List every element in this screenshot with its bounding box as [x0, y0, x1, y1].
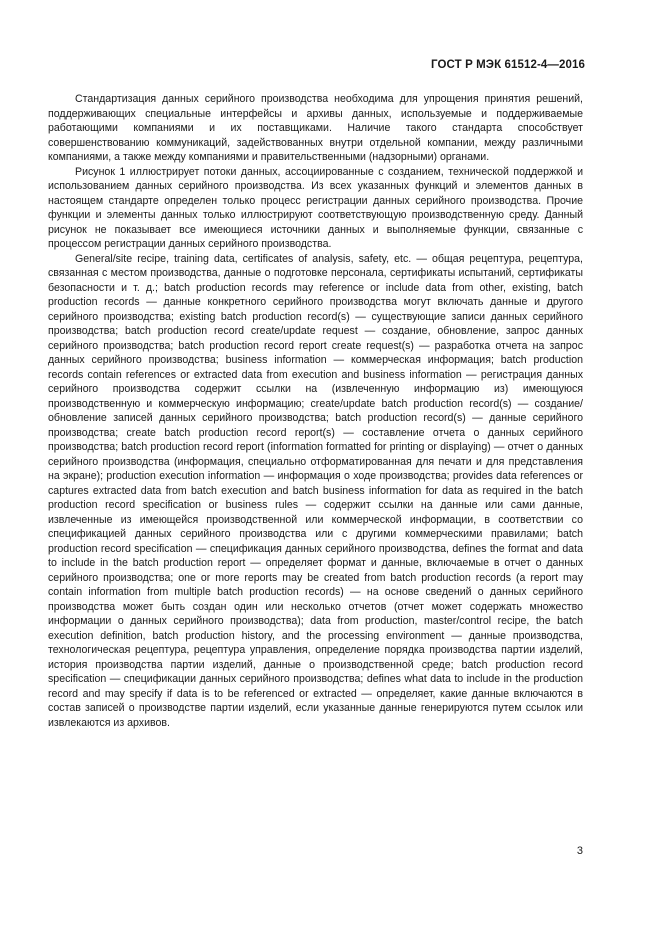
- page-number: 3: [576, 845, 583, 857]
- paragraph-figure-description: Рисунок 1 иллюстрирует потоки данных, ассоциированные с созданием, технической поддержкой и использованием данных серийного производства. Из всех указанных функций и элементов данных в настоящем стандарте определен только процесс регистрации данных серийного производства. Прочие функции и элементы данных только иллюстрируют соответствующую производственную среду. Данный рисунок не показывает все имеющиеся источники данных и выполняемые функции, связанные с процессом регистрации данных серийного производства.: [48, 165, 583, 250]
- paragraph-standardization: Стандартизация данных серийного производства необходима для упрощения принятия решений, поддерживающих специальные интерфейсы и архивы данных, используемые и поддерживаемые работающими компаниями и их поставщиками. Наличие такого стандарта способствует совершенствованию коммуникаций, задействованных внутри отдельной компании, между различными компаниями, а также между компаниями и правительственными (надзорными) органами.: [48, 93, 583, 163]
- document-standard-id: ГОСТ Р МЭК 61512-4—2016: [431, 59, 585, 71]
- paragraph-figure-legend: General/site recipe, training data, certificates of analysis, safety, etc. — общая рецептура, рецептура, связанная с местом производства, данные о подготовке персонала, сертификаты испытаний, сертификаты безопасности и т. д.; batch production records may reference or include data from other, existing, batch production records — данные конкретного серийного производства могут включать данные и другого серийного производства; existing batch production record(s) — существующие записи данных серийного производства; batch production record create/update request — создание, обновление, запрос данных серийного производства; batch production record report create request(s) — разработка отчета на запрос данных серийного производства; business information — коммерческая информация; batch production records contain references or extracted data from execution and business information — регистрация данных серийного производства содержит ссылки на (извлеченную информацию из) имеющуюся производственную и коммерческую информацию; create/update batch production record(s) — создание/обновление записей данных серийного производства; batch production record(s) — данные серийного производства; create batch production record report(s) — составление отчета о данных серийного производства; batch production record report (information formatted for printing or displaying) — отчет о данных серийного производства (информация, специально отформатированная для печати и для представления на экране); production execution information — информация о ходе производства; provides data references or captures extracted data from batch execution and batch business information for data as required in the batch production record specification or business rules — содержит ссылки на данные или сами данные, извлеченные из имеющейся производственной или коммерческой информации, в соответствии со спецификацией данных серийного производства или с другими коммерческими правилами; batch production record specification — спецификация данных серийного производства, defines the format and data to include in the batch production report — определяет формат и данные, включаемые в отчет о данных серийного производства; one or more reports may be created from batch production records (a report may contain information from multiple batch production records) — на основе сведений о данных серийного производства может быть создан один или несколько отчетов (отчет может содержать множество информации о данных серийного производства); data from production, master/control recipe, the batch execution definition, batch production history, and the processing environment — данные производства, технологическая рецептура, рецептура управления, определение порядка производства партии изделий, история производства партии изделий, данные о производственной среде; batch production record specification — спецификации данных серийного производства; defines what data to include in the production record and may specify if data is to be referenced or extracted — определяет, какие данные включаются в состав записей о производстве партии изделий, если указанные данные генерируются путем ссылок или извлекаются из архивов.: [48, 252, 583, 729]
- document-body: [48, 92, 583, 730]
